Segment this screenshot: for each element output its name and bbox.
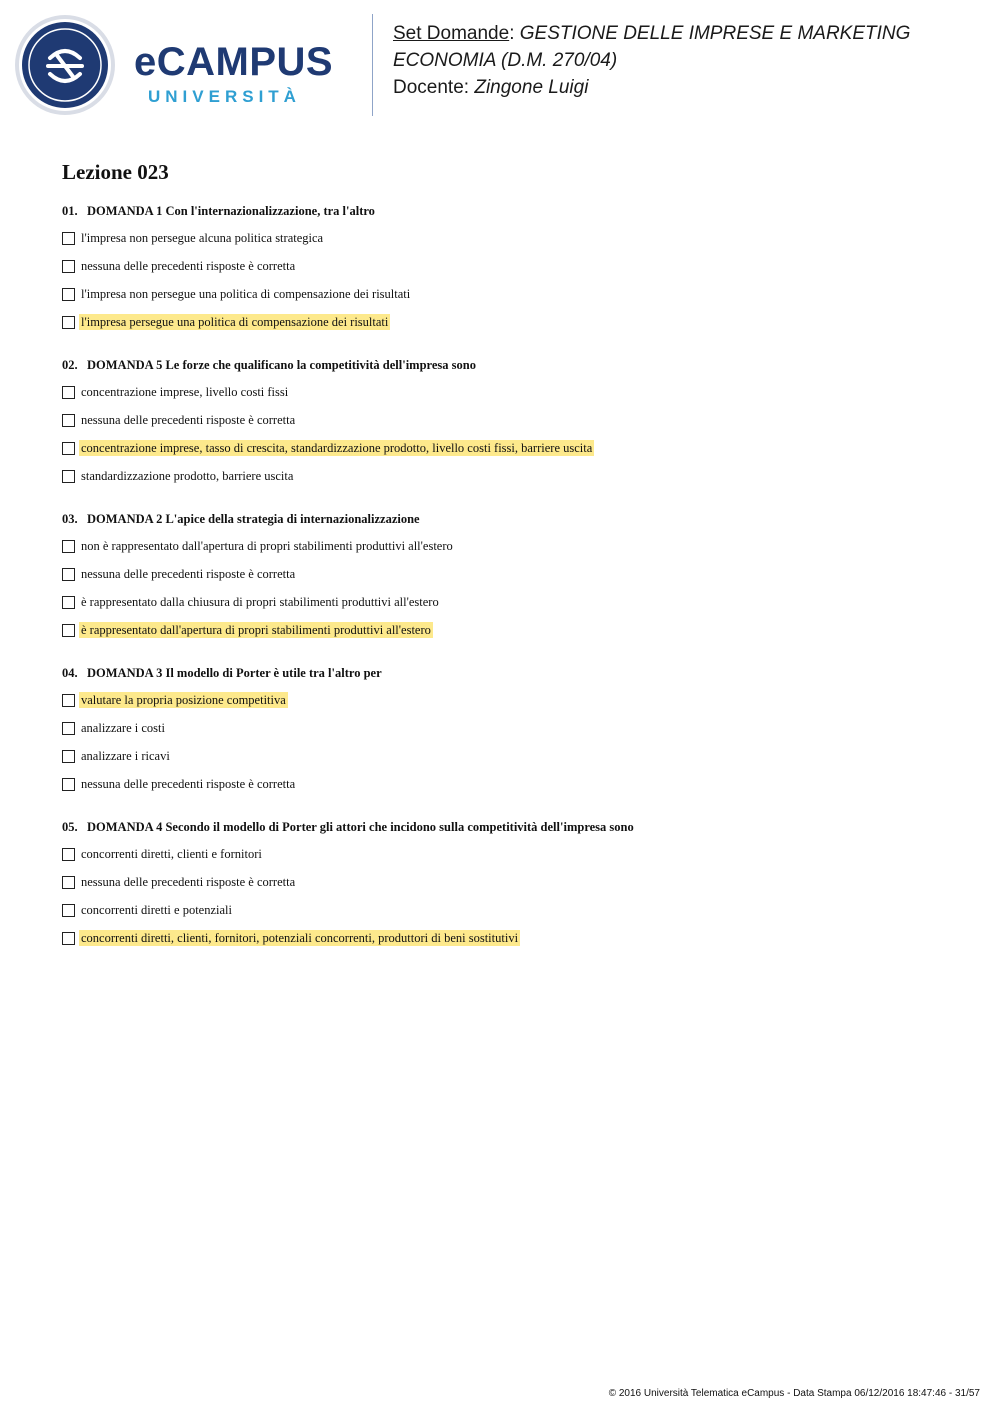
answer-text: concentrazione imprese, tasso di crescita, standardizzazione prodotto, livello costi fissi, barriere uscita — [81, 441, 593, 455]
answer-option — [62, 252, 942, 280]
ecampus-seal-logo — [14, 14, 116, 116]
question-text: DOMANDA 1 Con l'internazionalizzazione, tra l'altro — [87, 204, 375, 218]
answer-text: l'impresa non persegue una politica di compensazione dei risultati — [81, 287, 411, 301]
answer-text: nessuna delle precedenti risposte è corretta — [81, 413, 296, 427]
question-text: DOMANDA 4 Secondo il modello di Porter gli attori che incidono sulla competitività dell'impresa sono — [87, 820, 634, 834]
answer-option — [62, 224, 942, 252]
set-domande-value: GESTIONE DELLE IMPRESE E MARKETING ECONOMIA (D.M. 270/04) — [393, 23, 911, 71]
header-divider — [372, 14, 373, 116]
answer-checkbox[interactable] — [62, 876, 75, 889]
question-number: 03. — [62, 512, 78, 526]
answer-option-correct — [62, 686, 942, 714]
answer-text: è rappresentato dall'apertura di propri stabilimenti produttivi all'estero — [81, 623, 431, 637]
answer-text: valutare la propria posizione competitiva — [81, 693, 286, 707]
answer-checkbox[interactable] — [62, 904, 75, 917]
ecampus-wordmark — [134, 40, 356, 112]
answer-option — [62, 406, 942, 434]
answer-text: l'impresa non persegue alcuna politica strategica — [81, 231, 324, 245]
answer-text: concentrazione imprese, livello costi fissi — [81, 385, 289, 399]
answer-option — [62, 378, 942, 406]
set-domande-label: Set Domande — [393, 23, 510, 44]
answer-text: nessuna delle precedenti risposte è corretta — [81, 567, 296, 581]
answer-text: non è rappresentato dall'apertura di propri stabilimenti produttivi all'estero — [81, 539, 453, 553]
answer-checkbox[interactable] — [62, 232, 75, 245]
answer-option-correct — [62, 924, 942, 952]
answer-checkbox[interactable] — [62, 442, 75, 455]
answer-checkbox[interactable] — [62, 848, 75, 861]
answer-option — [62, 280, 942, 308]
answer-checkbox[interactable] — [62, 624, 75, 637]
question-block — [62, 510, 942, 644]
brand-subtitle: UNIVERSITÀ — [148, 87, 301, 106]
question-list — [62, 202, 942, 972]
answer-checkbox[interactable] — [62, 694, 75, 707]
answer-text: analizzare i ricavi — [81, 749, 170, 763]
header-info — [393, 20, 983, 101]
question-block — [62, 818, 942, 952]
answer-checkbox[interactable] — [62, 288, 75, 301]
question-text: DOMANDA 2 L'apice della strategia di internazionalizzazione — [87, 512, 420, 526]
answer-option — [62, 896, 942, 924]
answer-checkbox[interactable] — [62, 568, 75, 581]
answer-checkbox[interactable] — [62, 414, 75, 427]
brand-name: eCAMPUS — [134, 40, 334, 84]
question-number: 05. — [62, 820, 78, 834]
set-domande-line: Set Domande: GESTIONE DELLE IMPRESE E MARKETING ECONOMIA (D.M. 270/04) — [393, 23, 911, 71]
answer-option — [62, 840, 942, 868]
question-title — [62, 202, 942, 220]
question-number: 04. — [62, 666, 78, 680]
answer-text: concorrenti diretti, clienti e fornitori — [81, 847, 262, 861]
answer-text: analizzare i costi — [81, 721, 165, 735]
docente-line: Docente: Zingone Luigi — [393, 77, 589, 98]
answer-option — [62, 742, 942, 770]
answer-option — [62, 770, 942, 798]
answer-checkbox[interactable] — [62, 722, 75, 735]
answer-option — [62, 560, 942, 588]
answer-text: concorrenti diretti, clienti, fornitori, potenziali concorrenti, produttori di beni sostitutivi — [81, 931, 519, 945]
answer-text: nessuna delle precedenti risposte è corretta — [81, 777, 296, 791]
answer-checkbox[interactable] — [62, 778, 75, 791]
docente-label: Docente — [393, 77, 464, 98]
lesson-title: Lezione 023 — [62, 160, 169, 184]
answer-option-correct — [62, 616, 942, 644]
answer-text: concorrenti diretti e potenziali — [81, 903, 232, 917]
docente-value: Zingone Luigi — [474, 77, 589, 98]
answer-text: standardizzazione prodotto, barriere uscita — [81, 469, 294, 483]
answer-option — [62, 714, 942, 742]
answer-checkbox[interactable] — [62, 316, 75, 329]
question-title — [62, 510, 942, 528]
answer-checkbox[interactable] — [62, 750, 75, 763]
page-footer: © 2016 Università Telematica eCampus - Data Stampa 06/12/2016 18:47:46 - 31/57 — [608, 1388, 980, 1399]
question-block — [62, 664, 942, 798]
answer-text: è rappresentato dalla chiusura di propri stabilimenti produttivi all'estero — [81, 595, 439, 609]
answer-text: l'impresa persegue una politica di compensazione dei risultati — [81, 315, 389, 329]
answer-option — [62, 868, 942, 896]
answer-checkbox[interactable] — [62, 260, 75, 273]
answer-option-correct — [62, 434, 942, 462]
answer-option-correct — [62, 308, 942, 336]
answer-checkbox[interactable] — [62, 470, 75, 483]
question-title — [62, 818, 942, 836]
question-title — [62, 664, 942, 682]
answer-text: nessuna delle precedenti risposte è corretta — [81, 875, 296, 889]
question-text: DOMANDA 3 Il modello di Porter è utile tra l'altro per — [87, 666, 382, 680]
answer-checkbox[interactable] — [62, 540, 75, 553]
question-number: 01. — [62, 204, 78, 218]
answer-checkbox[interactable] — [62, 932, 75, 945]
question-block — [62, 356, 942, 490]
question-number: 02. — [62, 358, 78, 372]
answer-text: nessuna delle precedenti risposte è corretta — [81, 259, 296, 273]
answer-option — [62, 588, 942, 616]
answer-option — [62, 462, 942, 490]
question-block — [62, 202, 942, 336]
answer-option — [62, 532, 942, 560]
question-title — [62, 356, 942, 374]
answer-checkbox[interactable] — [62, 596, 75, 609]
answer-checkbox[interactable] — [62, 386, 75, 399]
question-text: DOMANDA 5 Le forze che qualificano la competitività dell'impresa sono — [87, 358, 476, 372]
